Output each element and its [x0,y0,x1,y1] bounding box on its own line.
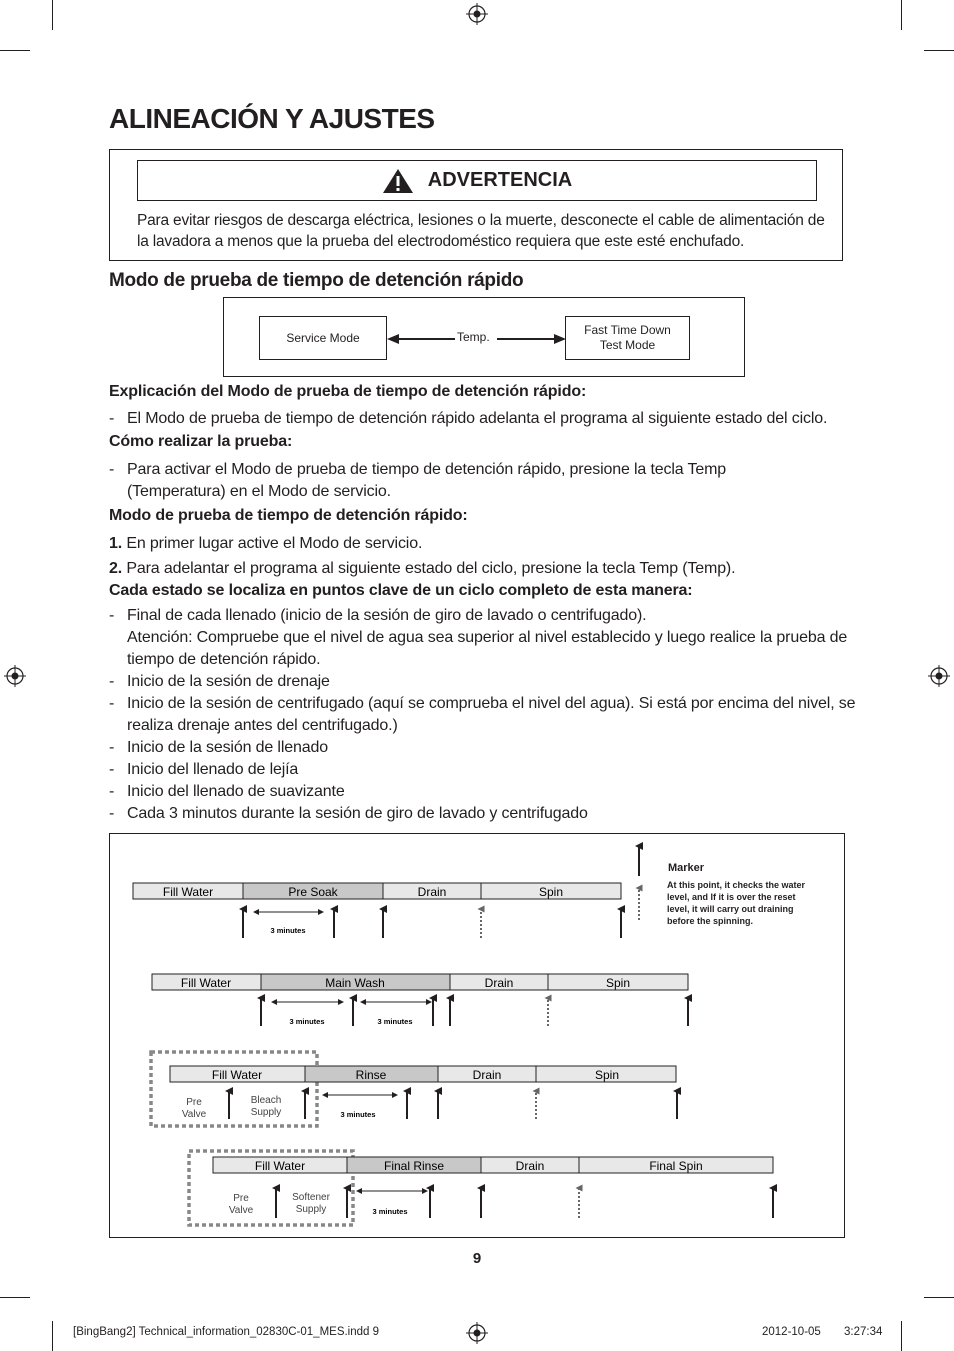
segment-label: Final Spin [649,1159,703,1173]
cycle-row-3 [151,1052,677,1126]
step-item: 2. Para adelantar el programa al siguiente estado del ciclo, presione la tecla Temp (Temp). [109,560,736,577]
state-item: - Inicio del llenado de suavizante [109,783,345,800]
segment-label: Pre Soak [288,885,338,899]
minutes-label: 3 minutes [372,1207,408,1216]
cycle-row-2 [152,974,688,1026]
state-item: - Inicio del llenado de lejía [109,761,299,778]
crop-mark [901,0,902,30]
segment-label: Drain [484,976,514,990]
fast-time-down-line1: Fast Time Down [584,323,671,337]
service-mode-box: Service Mode [259,316,387,360]
segment-label: Spin [538,885,564,899]
states-heading: Cada estado se localiza en puntos clave de un ciclo completo de esta manera: [109,582,693,599]
crop-mark [0,1297,30,1298]
cycle-row-4 [189,1151,773,1225]
crop-mark [0,50,30,51]
segment-label: Drain [417,885,447,899]
segment-label: Main Wash [325,976,385,990]
page-title: ALINEACIÓN Y AJUSTES [109,103,435,134]
marker-title: Marker [668,862,705,874]
cycle-diagram-svg [110,834,846,1239]
sub-label: Supply [295,1204,327,1215]
temp-label: Temp. [457,330,490,344]
step-item: 1. En primer lugar active el Modo de servicio. [109,535,423,552]
registration-icon [466,1322,488,1344]
registration-icon [4,665,26,687]
marker-note: At this point, it checks the water level, and If it is over the reset level, it will carry out draining before the spinning. [667,880,806,926]
how-to-item: - Para activar el Modo de prueba de tiempo de detención rápido, presione la tecla Temp (Temperatura) en el Modo de servicio. [109,461,727,500]
crop-mark [52,0,53,30]
explanation-heading: Explicación del Modo de prueba de tiempo de detención rápido: [109,383,587,400]
segment-label: Final Rinse [383,1159,445,1173]
fast-time-down-box [565,316,690,360]
cycle-row-1 [133,883,621,938]
segment-label: Fill Water [211,1068,263,1082]
sub-label: Bleach [250,1095,282,1106]
footer-file: [BingBang2] Technical_information_02830C-01_MES.indd 9 [73,1326,380,1338]
mode-flow-diagram [223,297,745,377]
state-item: - Inicio de la sesión de llenado [109,739,328,756]
crop-mark [901,1321,902,1351]
warning-triangle-icon [382,168,414,194]
minutes-label: 3 minutes [289,1017,325,1026]
crop-mark [924,50,954,51]
fast-time-down-line2: Test Mode [599,338,656,352]
sub-label: Pre [233,1193,249,1204]
steps-heading: Modo de prueba de tiempo de detención rápido: [109,507,468,524]
segment-label: Spin [605,976,631,990]
crop-mark [52,1321,53,1351]
crop-mark [924,1297,954,1298]
state-item: - Final de cada llenado (inicio de la sesión de giro de lavado o centrifugado). Atención: Compruebe que el nivel de agua sea superior al nivel establecido y luego realice la prueba de tiempo de detención rápido. [109,607,848,668]
explanation-item: - El Modo de prueba de tiempo de detención rápido adelanta el programa al siguiente estado del ciclo. [109,410,828,427]
sub-label: Valve [228,1205,254,1216]
section-title: Modo de prueba de tiempo de detención rápido [109,270,524,291]
warning-text: Para evitar riesgos de descarga eléctrica, lesiones o la muerte, desconecte el cable de alimentación de la lavadora a menos que la prueba del electrodoméstico requiera que este esté enchufado. [137,212,825,250]
registration-icon [928,665,950,687]
minutes-label: 3 minutes [340,1110,376,1119]
segment-label: Spin [594,1068,620,1082]
minutes-label: 3 minutes [270,926,306,935]
registration-icon [466,3,488,25]
sub-label: Valve [181,1109,207,1120]
page-number: 9 [472,1250,482,1267]
segment-label: Drain [472,1068,502,1082]
footer-date: 2012-10-05 [762,1326,821,1338]
sub-label: Pre [186,1097,202,1108]
sub-label: Supply [250,1107,282,1118]
segment-label: Fill Water [162,885,214,899]
state-item: - Inicio de la sesión de centrifugado (aquí se comprueba el nivel del agua). Si está por encima del nivel, se realiza drenaje antes del centrifugado.) [109,695,856,734]
state-item: - Inicio de la sesión de drenaje [109,673,330,690]
segment-label: Rinse [355,1068,387,1082]
warning-heading: ADVERTENCIA [427,169,573,191]
minutes-label: 3 minutes [377,1017,413,1026]
footer-time: 3:27:34 [844,1326,883,1338]
state-item: - Cada 3 minutos durante la sesión de giro de lavado y centrifugado [109,805,588,822]
cycle-diagram [109,833,845,1238]
sub-label: Softener [292,1192,330,1203]
segment-label: Fill Water [254,1159,306,1173]
segment-label: Drain [515,1159,545,1173]
how-to-heading: Cómo realizar la prueba: [109,433,293,450]
warning-heading-box [137,160,817,201]
attention-note: Atención: Compruebe que el nivel de agua sea superior al nivel establecido y luego realice la prueba de tiempo de detención rápido. [127,629,848,668]
segment-label: Fill Water [180,976,232,990]
